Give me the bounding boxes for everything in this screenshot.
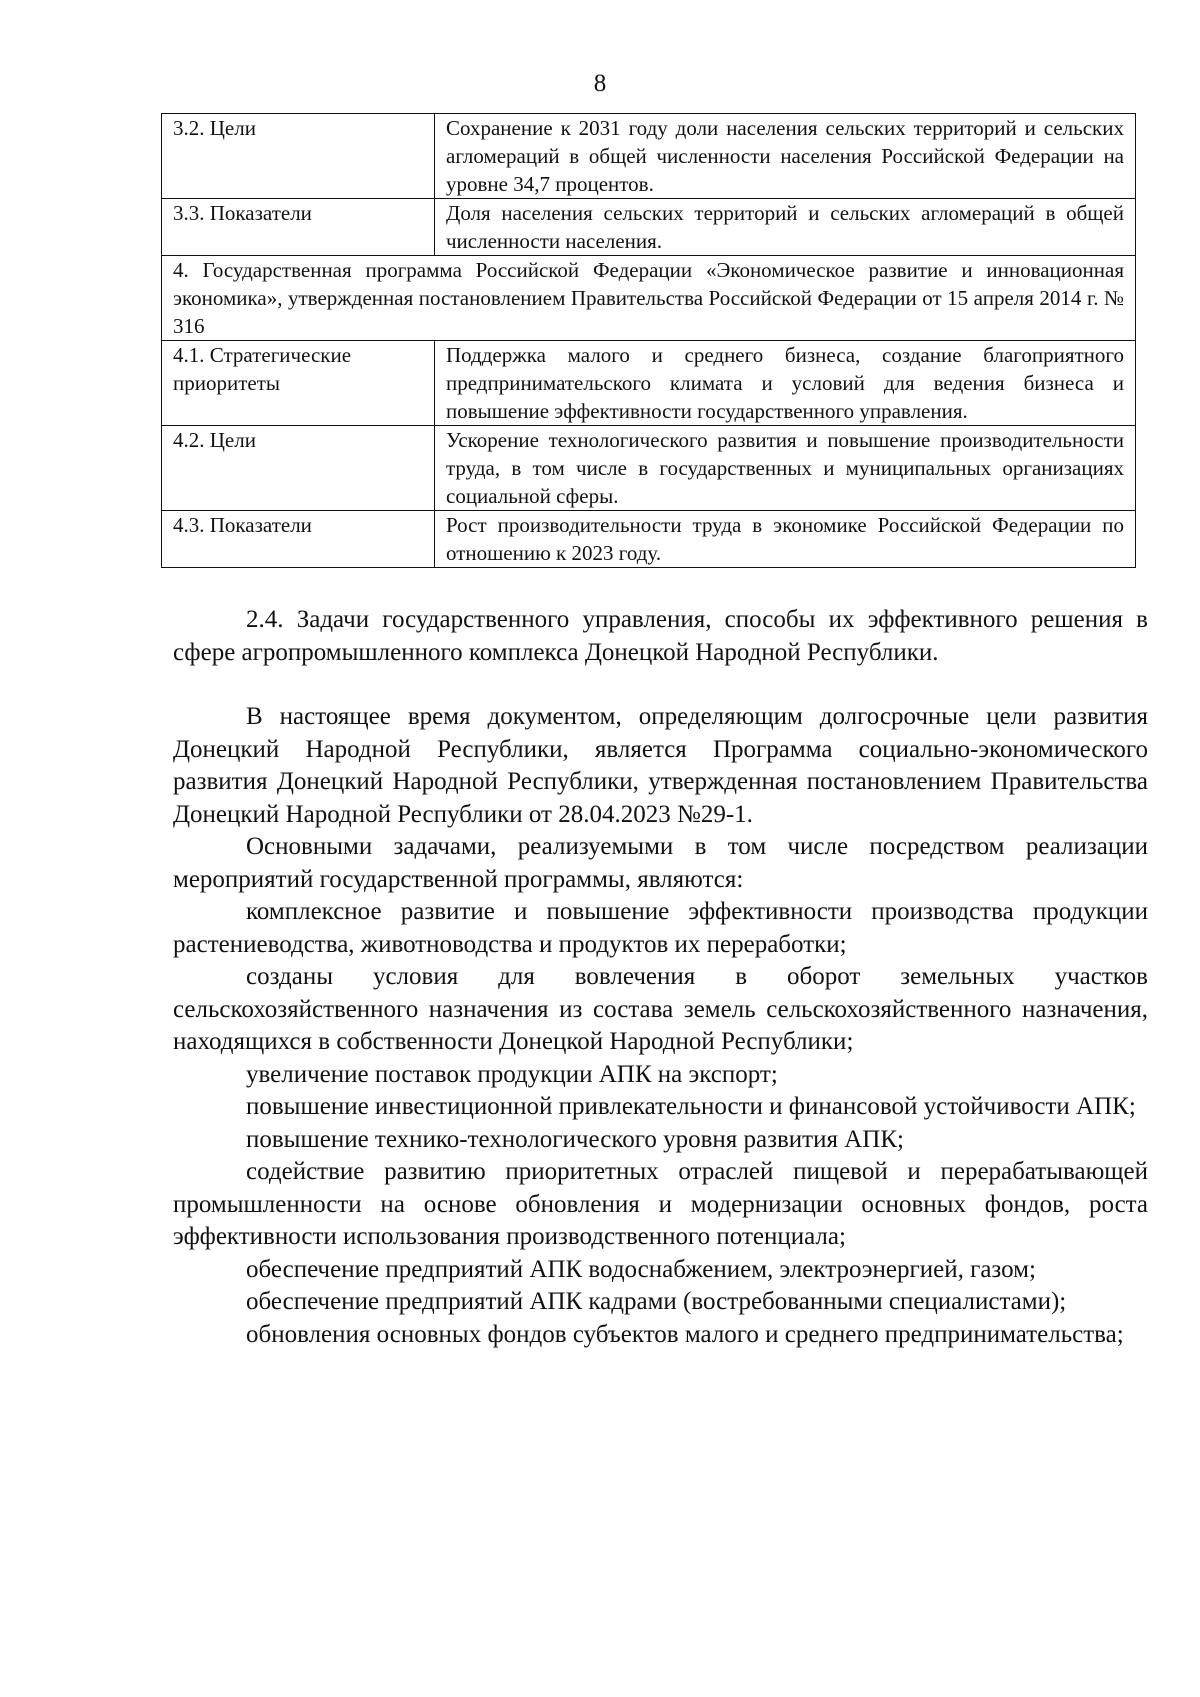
list-item: повышение технико-технологического уровня развития АПК; — [246, 1125, 904, 1153]
row-label: 3.2. Цели — [162, 114, 435, 199]
row-value: Ускорение технологического развития и повышение производительности труда, в том числе в государственных и муниципальных организациях социальной сферы. — [435, 426, 1136, 511]
row-value: Поддержка малого и среднего бизнеса, создание благоприятного предпринимательского климата и условий для ведения бизнеса и повышение эффективности государственного управления. — [435, 341, 1136, 426]
list-item: повышение инвестиционной привлекательности и финансовой устойчивости АПК; — [246, 1093, 1136, 1120]
list-item: содействие развитию приоритетных отраслей пищевой и перерабатывающей промышленности на основе обновления и модернизации основных фондов, роста эффективности использования производственного потенциала; — [173, 1158, 1148, 1250]
row-value: Сохранение к 2031 году доли населения сельских территорий и сельских агломераций в общей численности населения Российской Федерации на уровне 34,7 процентов. — [435, 114, 1136, 199]
row-label: 3.3. Показатели — [162, 199, 435, 256]
table-row — [162, 426, 1136, 511]
program-title: 4. Государственная программа Российской Федерации «Экономическое развитие и инновационная экономика», утвержденная постановлением Правительства Российской Федерации от 15 апреля 2014 г. № 316 — [162, 256, 1136, 341]
row-label: 4.3. Показатели — [162, 511, 435, 568]
table-row — [162, 511, 1136, 568]
list-item: созданы условия для вовлечения в оборот земельных участков сельскохозяйственного назначения из состава земель сельскохозяйственного назначения, находящихся в собственности Донецкой Народной Республики; — [173, 963, 1148, 1055]
table-row — [162, 199, 1136, 256]
paragraph: Основными задачами, реализуемыми в том числе посредством реализации мероприятий государственной программы, являются: — [173, 833, 1148, 893]
table-row-program-header — [162, 256, 1136, 341]
list-item: обеспечение предприятий АПК водоснабжением, электроэнергией, газом; — [246, 1255, 1036, 1283]
page-number: 8 — [593, 70, 607, 97]
row-label: 4.2. Цели — [162, 426, 435, 511]
paragraph: В настоящее время документом, определяющим долгосрочные цели развития Донецкий Народной Республики, является Программа социально-экономического развития Донецкий Народной Республики, утвержденная постановлением Правительства Донецкий Народной Республики от 28.04.2023 №29-1. — [173, 703, 1148, 828]
body-text — [173, 604, 1148, 1351]
row-value: Доля населения сельских территорий и сельских агломераций в общей численности населения. — [435, 199, 1136, 256]
table-row — [162, 341, 1136, 426]
list-item: обеспечение предприятий АПК кадрами (востребованными специалистами); — [246, 1288, 1067, 1315]
list-item: комплексное развитие и повышение эффективности производства продукции растениеводства, животноводства и продуктов их переработки; — [173, 898, 1148, 958]
row-value: Рост производительности труда в экономике Российской Федерации по отношению к 2023 году. — [435, 511, 1136, 568]
list-item: увеличение поставок продукции АПК на экспорт; — [246, 1060, 778, 1088]
row-label: 4.1. Стратегические приоритеты — [162, 341, 435, 426]
section-heading: 2.4. Задачи государственного управления, способы их эффективного решения в сфере агропромышленного комплекса Донецкой Народной Республики. — [173, 606, 1148, 666]
list-item: обновления основных фондов субъектов малого и среднего предпринимательства; — [246, 1320, 1124, 1348]
table-row — [162, 114, 1136, 199]
program-table — [161, 113, 1136, 568]
